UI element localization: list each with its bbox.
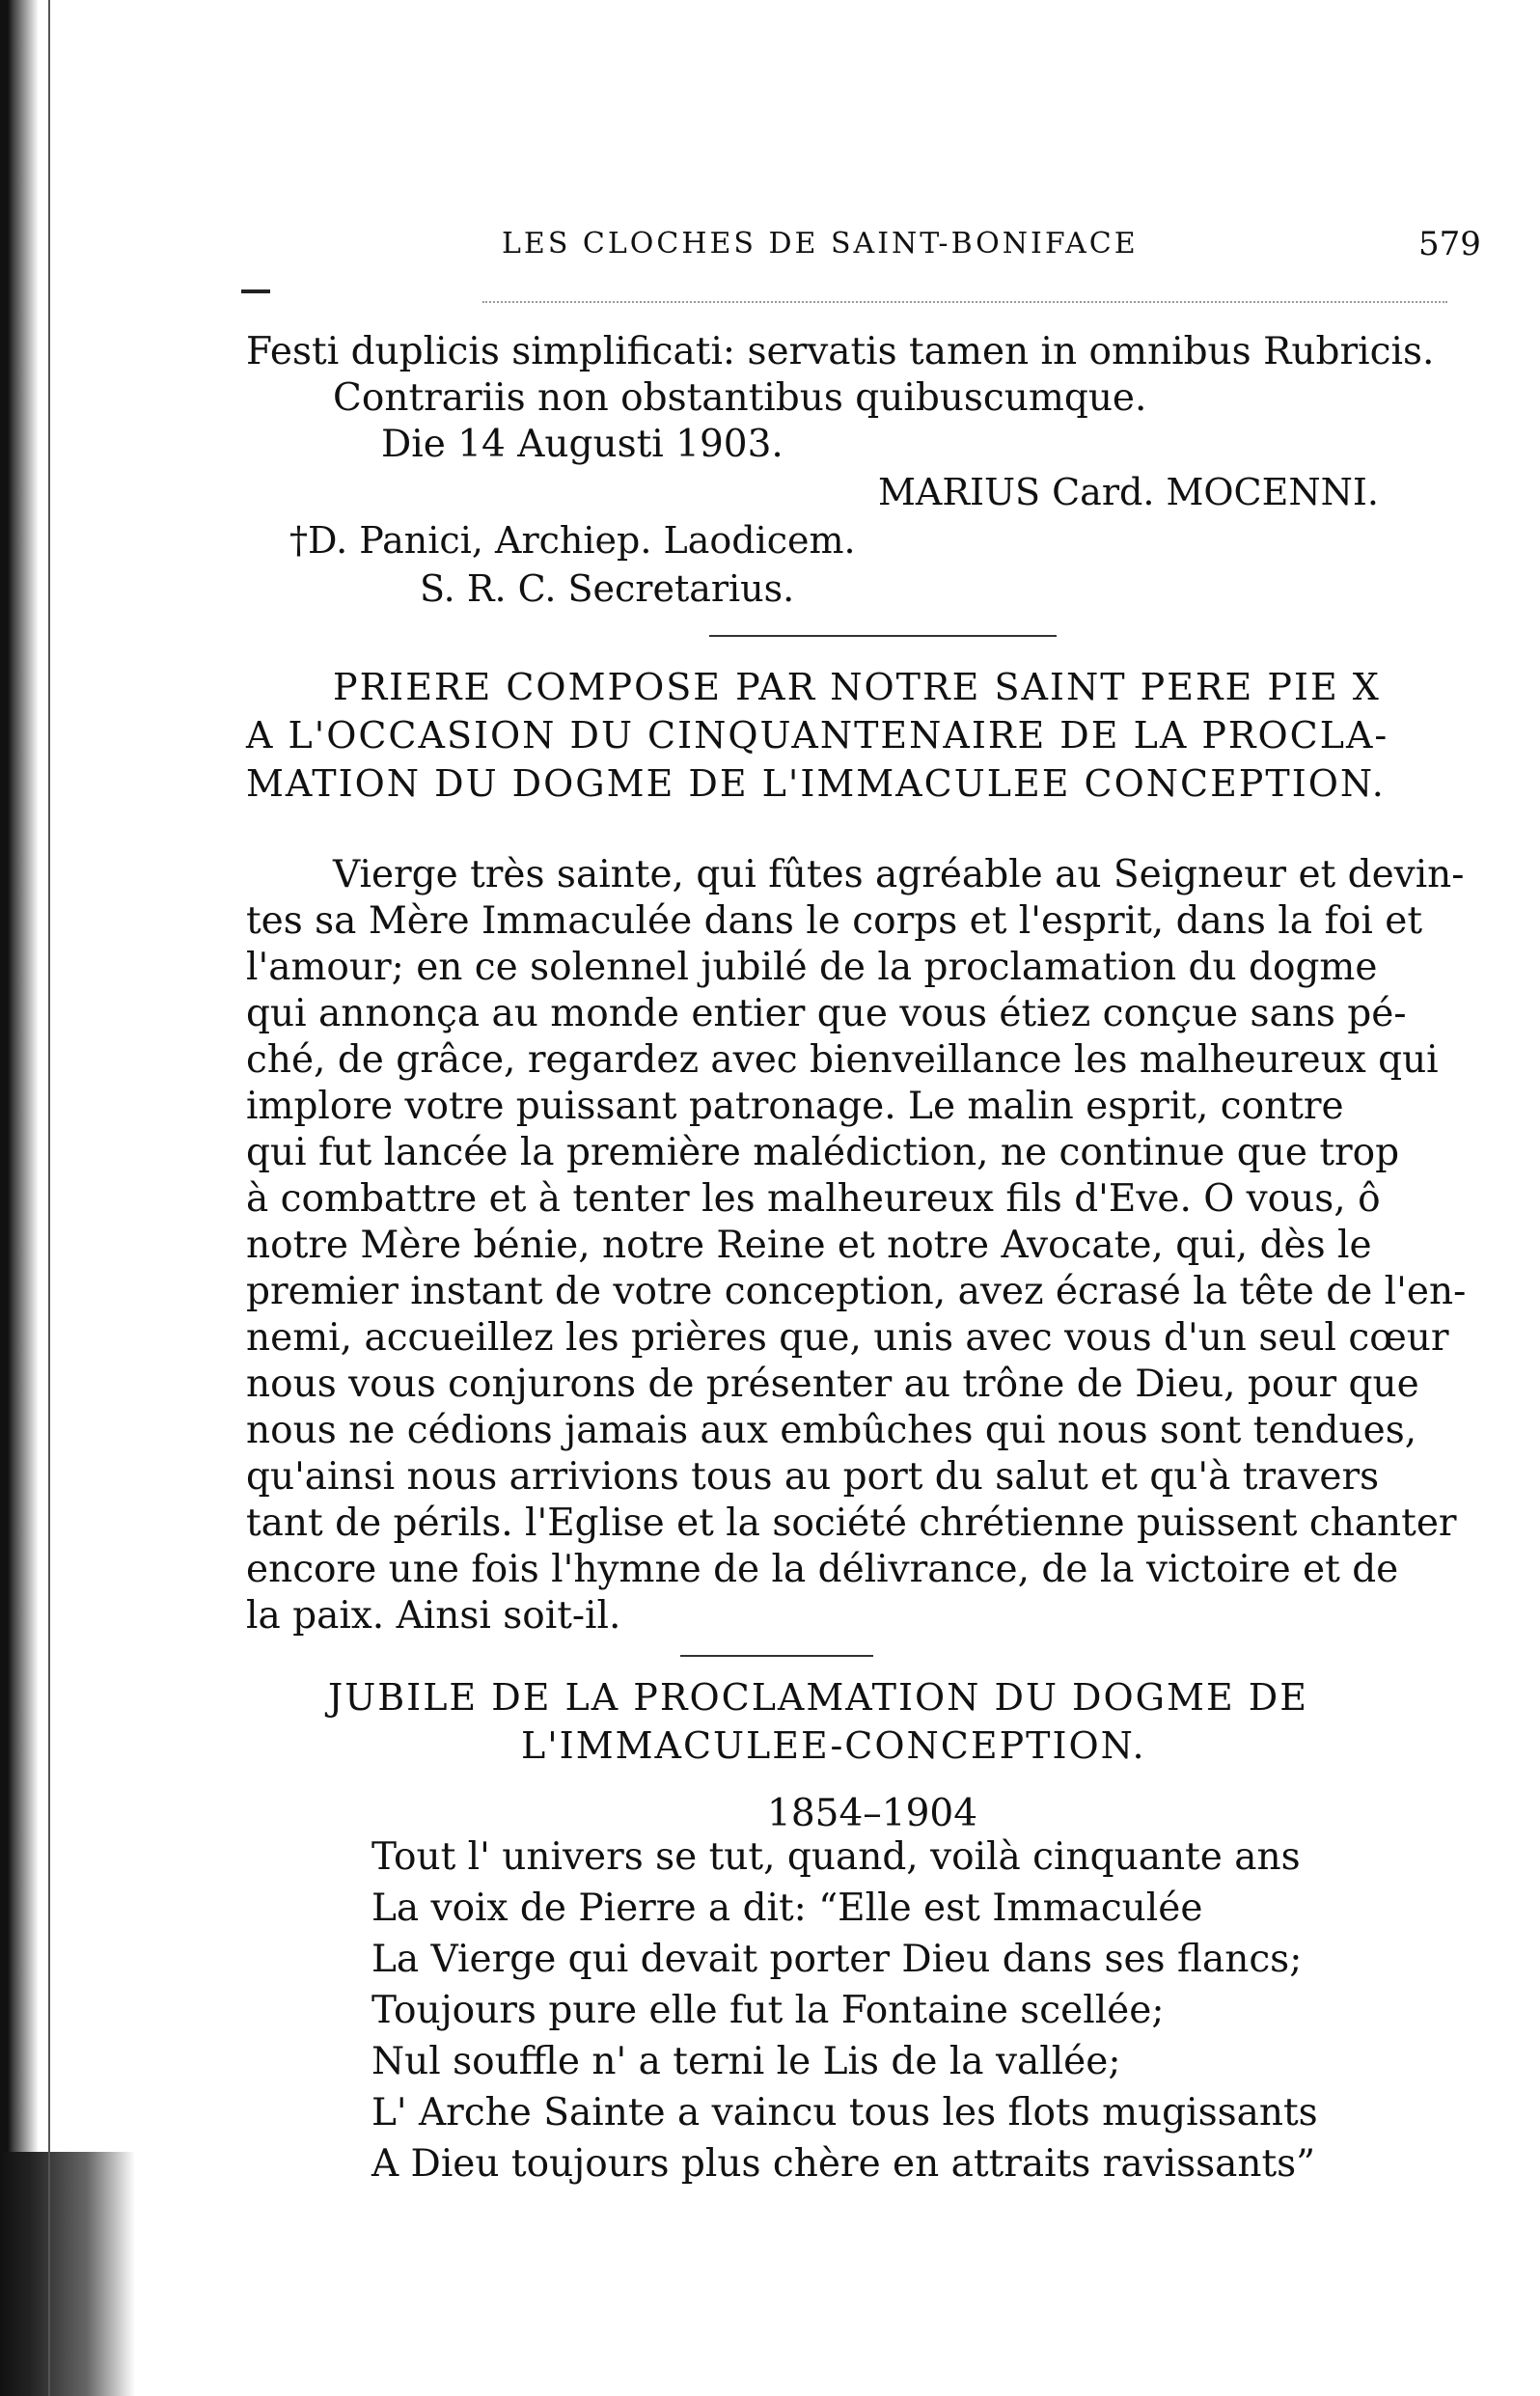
prayer-line: tant de périls. l'Eglise et la société chrétienne puissent chanter: [246, 1501, 1457, 1545]
archbishop-signature: †D. Panici, Archiep. Laodicem.: [289, 519, 856, 562]
jubilee-heading-line: L'IMMACULEE-CONCEPTION.: [521, 1724, 1146, 1767]
margin-line: [48, 0, 50, 2396]
prayer-line: encore une fois l'hymne de la délivrance, de la victoire et de: [246, 1548, 1399, 1591]
prayer-line: nous ne cédions jamais aux embûches qui nous sont tendues,: [246, 1409, 1417, 1452]
prayer-line: qui annonça au monde entier que vous étiez conçue sans pé-: [246, 992, 1407, 1035]
page-number: 579: [1418, 225, 1481, 263]
page-shadow-edge: [0, 0, 39, 2396]
poem-line: Toujours pure elle fut la Fontaine scellée;: [371, 1989, 1165, 2032]
section-divider: [709, 635, 1057, 637]
prayer-line: à combattre et à tenter les malheureux fils d'Eve. O vous, ô: [246, 1177, 1381, 1221]
prayer-line: qui fut lancée la première malédiction, ne continue que trop: [246, 1131, 1400, 1174]
poem-line: La voix de Pierre a dit: “Elle est Immaculée: [371, 1887, 1203, 1930]
prayer-line: ché, de grâce, regardez avec bienveillance les malheureux qui: [246, 1038, 1439, 1082]
poem-line: Tout l' univers se tut, quand, voilà cinquante ans: [371, 1835, 1301, 1879]
prayer-heading-line: A L'OCCASION DU CINQUANTENAIRE DE LA PROCLA-: [246, 714, 1389, 757]
prayer-line: l'amour; en ce solennel jubilé de la proclamation du dogme: [246, 946, 1378, 989]
decree-line: Die 14 Augusti 1903.: [381, 423, 784, 466]
prayer-line: nous vous conjurons de présenter au trône de Dieu, pour que: [246, 1363, 1419, 1406]
poem-line: La Vierge qui devait porter Dieu dans ses flancs;: [371, 1938, 1303, 1981]
poem-line: Nul souffle n' a terni le Lis de la vallée;: [371, 2040, 1121, 2083]
jubilee-heading-line: JUBILE DE LA PROCLAMATION DU DOGME DE: [328, 1676, 1308, 1719]
jubilee-dates: 1854–1904: [767, 1792, 978, 1835]
running-header: LES CLOCHES DE SAINT-BONIFACE: [502, 227, 1139, 261]
section-divider: [680, 1655, 873, 1657]
prayer-line: premier instant de votre conception, avez écrasé la tête de l'en-: [246, 1270, 1467, 1313]
header-rule: [482, 301, 1447, 304]
decree-line: Contrariis non obstantibus quibuscumque.: [333, 376, 1147, 420]
cardinal-signature: MARIUS Card. MOCENNI.: [878, 471, 1379, 513]
header-dash: [241, 289, 270, 293]
prayer-line: implore votre puissant patronage. Le malin esprit, contre: [246, 1085, 1344, 1128]
decree-line: Festi duplicis simplificati: servatis tamen in omnibus Rubricis.: [246, 330, 1435, 373]
page-shadow-corner: [0, 2152, 135, 2396]
prayer-line: la paix. Ainsi soit-il.: [246, 1594, 621, 1638]
prayer-line: notre Mère bénie, notre Reine et notre Avocate, qui, dès le: [246, 1224, 1372, 1267]
prayer-line: nemi, accueillez les prières que, unis avec vous d'un seul cœur: [246, 1316, 1449, 1360]
prayer-line: tes sa Mère Immaculée dans le corps et l'esprit, dans la foi et: [246, 899, 1422, 943]
office-signature: S. R. C. Secretarius.: [420, 567, 795, 610]
prayer-heading-line: PRIERE COMPOSE PAR NOTRE SAINT PERE PIE X: [333, 666, 1381, 708]
prayer-heading-line: MATION DU DOGME DE L'IMMACULEE CONCEPTION.: [246, 762, 1386, 805]
poem-line: A Dieu toujours plus chère en attraits ravissants”: [371, 2142, 1316, 2186]
prayer-line: Vierge très sainte, qui fûtes agréable au Seigneur et devin-: [333, 853, 1465, 896]
poem-line: L' Arche Sainte a vaincu tous les flots mugissants: [371, 2091, 1318, 2134]
prayer-line: qu'ainsi nous arrivions tous au port du salut et qu'à travers: [246, 1455, 1380, 1499]
